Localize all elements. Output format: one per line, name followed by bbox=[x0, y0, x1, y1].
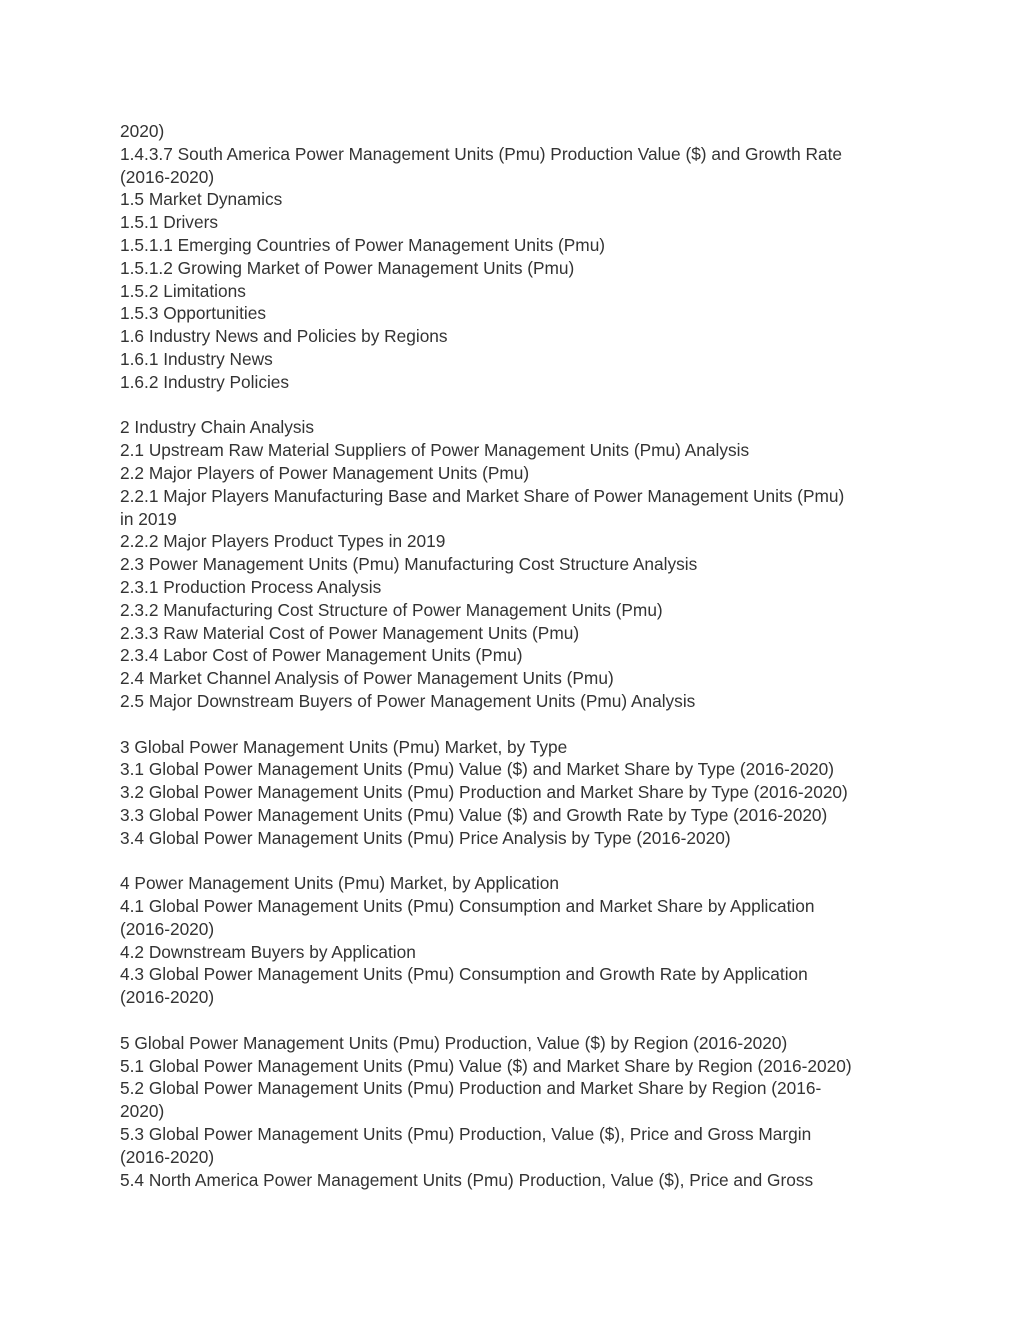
text-line: 2.3.2 Manufacturing Cost Structure of Power Management Units (Pmu) bbox=[120, 599, 663, 620]
paragraph-gap bbox=[120, 394, 910, 417]
text-line: 2.3.3 Raw Material Cost of Power Management Units (Pmu) bbox=[120, 622, 580, 643]
text-line: 2.2 Major Players of Power Management Units (Pmu) bbox=[120, 462, 530, 483]
text-line: 5.3 Global Power Management Units (Pmu) Production, Value ($), Price and Gross Margin bbox=[120, 1124, 812, 1145]
text-line: 2.5 Major Downstream Buyers of Power Management Units (Pmu) Analysis bbox=[120, 690, 696, 711]
text-line: 1.4.3.7 South America Power Management Units (Pmu) Production Value ($) and Growth Rate bbox=[120, 143, 843, 164]
text-line: 4.2 Downstream Buyers by Application bbox=[120, 941, 416, 962]
section-heading: 3 Global Power Management Units (Pmu) Market, by Type bbox=[120, 736, 568, 757]
text-line: 2.1 Upstream Raw Material Suppliers of Power Management Units (Pmu) Analysis bbox=[120, 440, 750, 461]
text-line: 5.4 North America Power Management Units (Pmu) Production, Value ($), Price and Gross bbox=[120, 1169, 814, 1190]
text-line: 2.3.1 Production Process Analysis bbox=[120, 576, 382, 597]
text-line: 1.6 Industry News and Policies by Regions bbox=[120, 326, 448, 347]
paragraph-gap bbox=[120, 713, 910, 736]
paragraph-gap bbox=[120, 850, 910, 873]
text-line: (2016-2020) bbox=[120, 987, 215, 1008]
text-line: 2020) bbox=[120, 1101, 165, 1122]
text-line: (2016-2020) bbox=[120, 918, 215, 939]
text-line: 3.3 Global Power Management Units (Pmu) Value ($) and Growth Rate by Type (2016-2020) bbox=[120, 804, 828, 825]
text-line: 1.5.3 Opportunities bbox=[120, 303, 267, 324]
text-line: 2.3 Power Management Units (Pmu) Manufacturing Cost Structure Analysis bbox=[120, 554, 698, 575]
text-line: 5.1 Global Power Management Units (Pmu) Value ($) and Market Share by Region (2016-2020) bbox=[120, 1055, 852, 1076]
text-line: 3.2 Global Power Management Units (Pmu) Production and Market Share by Type (2016-2020) bbox=[120, 782, 848, 803]
text-line: 1.6.2 Industry Policies bbox=[120, 371, 290, 392]
section-heading: 2 Industry Chain Analysis bbox=[120, 417, 315, 438]
text-line: 2020) bbox=[120, 121, 165, 141]
paragraph-gap bbox=[120, 1009, 910, 1032]
document-page bbox=[120, 120, 910, 1191]
text-line: 1.5 Market Dynamics bbox=[120, 189, 283, 210]
text-line: 4.3 Global Power Management Units (Pmu) Consumption and Growth Rate by Application bbox=[120, 964, 808, 985]
text-line: 1.6.1 Industry News bbox=[120, 348, 273, 369]
text-line: 2.4 Market Channel Analysis of Power Management Units (Pmu) bbox=[120, 668, 614, 689]
section-heading: 5 Global Power Management Units (Pmu) Production, Value ($) by Region (2016-2020) bbox=[120, 1032, 788, 1053]
text-line: 1.5.1 Drivers bbox=[120, 212, 218, 233]
text-line: in 2019 bbox=[120, 508, 177, 529]
text-line: 3.1 Global Power Management Units (Pmu) Value ($) and Market Share by Type (2016-2020) bbox=[120, 759, 835, 780]
text-line: (2016-2020) bbox=[120, 166, 215, 187]
text-line: 2.2.2 Major Players Product Types in 2019 bbox=[120, 531, 446, 552]
text-line: 4.1 Global Power Management Units (Pmu) Consumption and Market Share by Application bbox=[120, 896, 815, 917]
text-line: 1.5.1.1 Emerging Countries of Power Management Units (Pmu) bbox=[120, 234, 606, 255]
text-line: 1.5.2 Limitations bbox=[120, 280, 246, 301]
text-line: 2.3.4 Labor Cost of Power Management Units (Pmu) bbox=[120, 645, 523, 666]
text-line: 1.5.1.2 Growing Market of Power Management Units (Pmu) bbox=[120, 257, 575, 278]
text-line: (2016-2020) bbox=[120, 1146, 215, 1167]
section-heading: 4 Power Management Units (Pmu) Market, by Application bbox=[120, 873, 559, 894]
text-line: 3.4 Global Power Management Units (Pmu) Price Analysis by Type (2016-2020) bbox=[120, 827, 731, 848]
text-line: 2.2.1 Major Players Manufacturing Base and Market Share of Power Management Units (Pmu) bbox=[120, 485, 845, 506]
text-line: 5.2 Global Power Management Units (Pmu) Production and Market Share by Region (2016- bbox=[120, 1078, 822, 1099]
